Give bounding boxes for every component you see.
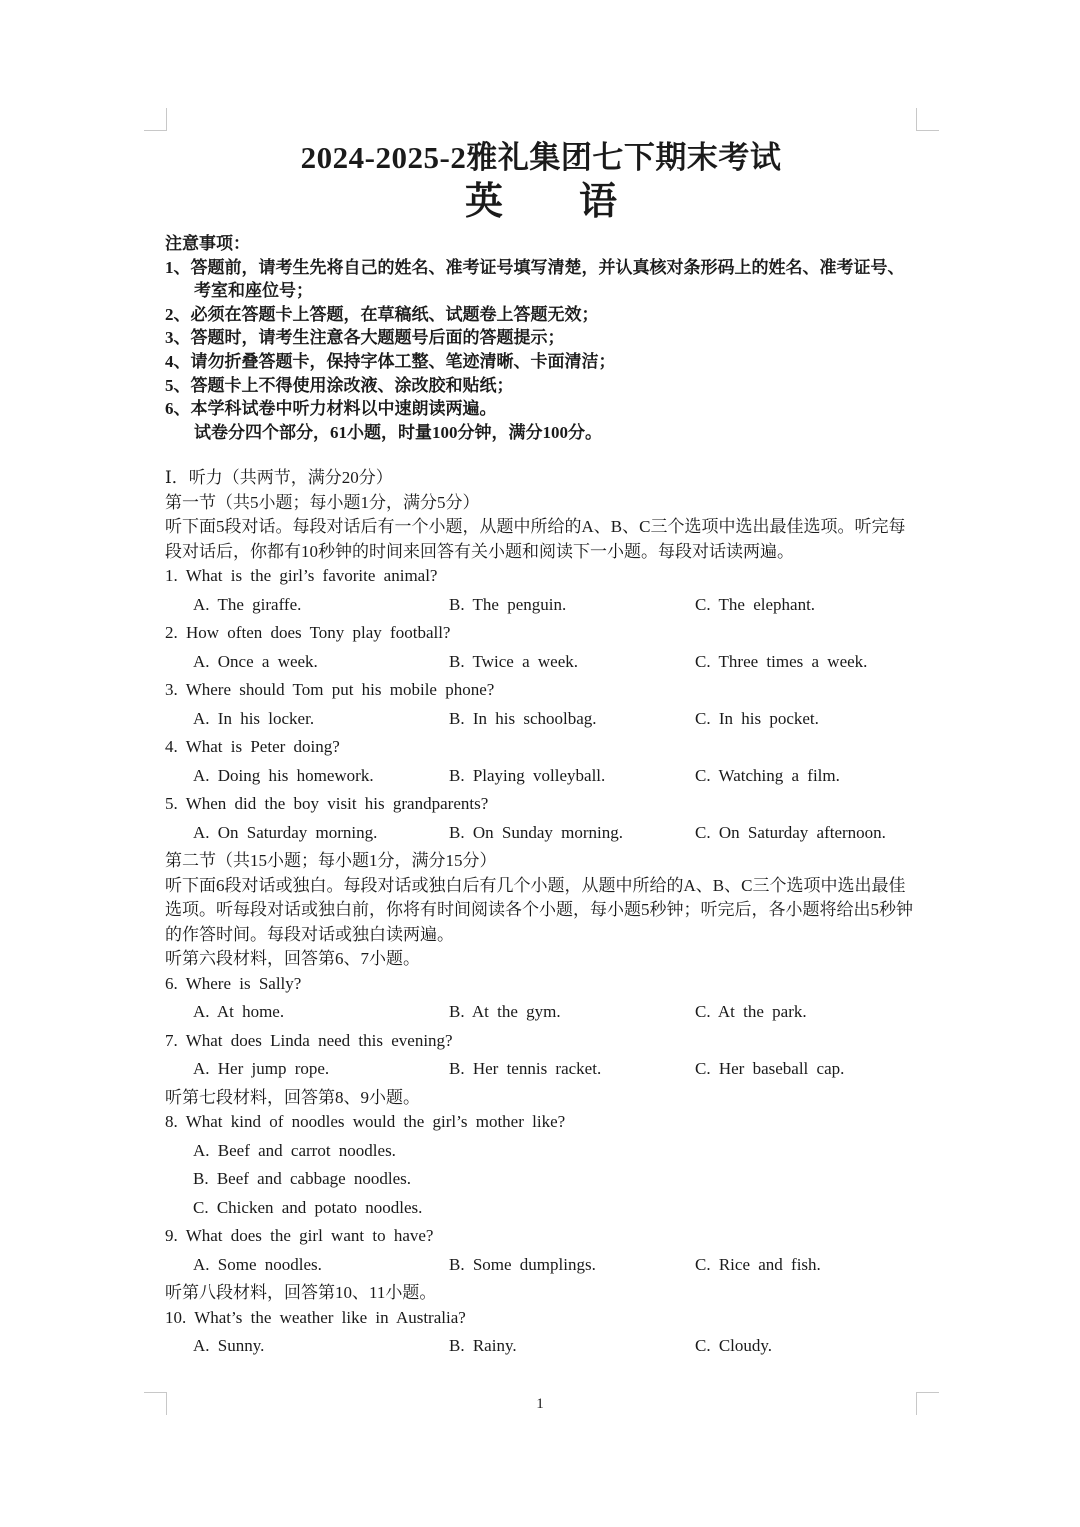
question-3-options (165, 707, 917, 732)
option-c: C. Her baseball cap. (695, 1059, 845, 1079)
notice-item-1: 1、答题前，请考生先将自己的姓名、准考证号填写清楚，并认真核对条形码上的姓名、准考证号、考室和座位号； (165, 257, 905, 301)
question-9: 9. What does the girl want to have? (165, 1226, 434, 1246)
material-6-note: 听第六段材料，回答第6、7小题。 (165, 949, 420, 969)
option-b: B. On Sunday morning. (449, 822, 623, 842)
option-c: C. At the park. (695, 1002, 807, 1022)
option-c: C. Three times a week. (695, 651, 868, 671)
option-b: B. The penguin. (449, 594, 567, 614)
question-9-options (165, 1253, 917, 1278)
section2-instruction: 听下面6段对话或独白。每段对话或独白后有几个小题，从题中所给的A、B、C三个选项中选出最佳选项。听每段对话或独白前，你将有时间阅读各个小题，每小题5秒钟；听完后，各小题将给出5秒钟的作答时间。每段对话或独白读两遍。 (165, 875, 913, 944)
option-a: A. On Saturday morning. (193, 822, 378, 842)
option-b: B. At the gym. (449, 1002, 561, 1022)
question-8: 8. What kind of noodles would the girl’s mother like? (165, 1112, 566, 1132)
option-b: B. Rainy. (449, 1336, 517, 1356)
section1-heading: 第一节（共5小题；每小题1分，满分5分） (165, 492, 480, 512)
option-a: A. Beef and carrot noodles. (193, 1140, 396, 1160)
material-7-note: 听第七段材料，回答第8、9小题。 (165, 1087, 420, 1107)
question-3: 3. Where should Tom put his mobile phone? (165, 680, 495, 700)
notice-item-6: 6、本学科试卷中听力材料以中速朗读两遍。 (165, 399, 497, 419)
notice-heading: 注意事项： (165, 234, 250, 253)
crop-mark-top-right (916, 108, 939, 131)
question-5: 5. When did the boy visit his grandparents? (165, 794, 489, 814)
option-a: A. In his locker. (193, 708, 315, 728)
notice-item-3: 3、答题时，请考生注意各大题题号后面的答题提示； (165, 328, 565, 348)
question-1: 1. What is the girl’s favorite animal? (165, 566, 438, 586)
notice-item-5: 5、答题卡上不得使用涂改液、涂改胶和贴纸； (165, 375, 514, 395)
question-5-options (165, 821, 917, 846)
option-a: A. Sunny. (193, 1336, 265, 1356)
option-b: B. Playing volleyball. (449, 765, 606, 785)
section1-instruction: 听下面5段对话。每段对话后有一个小题，从题中所给的A、B、C三个选项中选出最佳选项。听完每段对话后，你都有10秒钟的时间来回答有关小题和阅读下一小题。每段对话读两遍。 (165, 517, 906, 561)
option-b: B. Twice a week. (449, 651, 578, 671)
option-b: B. In his schoolbag. (449, 708, 597, 728)
crop-mark-top-left (144, 108, 167, 131)
part1-heading: Ⅰ．听力（共两节，满分20分） (165, 468, 393, 488)
material-8-note: 听第八段材料，回答第10、11小题。 (165, 1283, 437, 1303)
option-c: C. Cloudy. (695, 1336, 773, 1356)
notice-summary: 试卷分四个部分，61小题，时量100分钟，满分100分。 (194, 422, 602, 442)
question-10-options (165, 1334, 917, 1359)
question-10: 10. What’s the weather like in Australia? (165, 1307, 466, 1327)
option-a: A. The giraffe. (193, 594, 302, 614)
option-c: C. Chicken and potato noodles. (193, 1197, 423, 1217)
option-c: C. On Saturday afternoon. (695, 822, 886, 842)
option-a: A. Some noodles. (193, 1254, 322, 1274)
exam-page (165, 138, 917, 1363)
notice-block (165, 232, 917, 444)
notice-item-2: 2、必须在答题卡上答题，在草稿纸、试题卷上答题无效； (165, 304, 599, 324)
page-number: 1 (536, 1396, 544, 1412)
question-6-options (165, 1000, 917, 1025)
question-4-options (165, 764, 917, 789)
option-c: C. The elephant. (695, 594, 816, 614)
option-c: C. In his pocket. (695, 708, 819, 728)
section2-heading: 第二节（共15小题；每小题1分，满分15分） (165, 851, 497, 871)
question-7-options (165, 1057, 917, 1082)
question-2: 2. How often does Tony play football? (165, 623, 451, 643)
option-b: B. Her tennis racket. (449, 1059, 602, 1079)
option-b: B. Beef and cabbage noodles. (193, 1169, 412, 1189)
option-c: C. Rice and fish. (695, 1254, 821, 1274)
notice-item-4: 4、请勿折叠答题卡，保持字体工整、笔迹清晰、卡面清洁； (165, 351, 616, 371)
question-6: 6. Where is Sally? (165, 973, 302, 993)
option-b: B. Some dumplings. (449, 1254, 596, 1274)
option-a: A. Doing his homework. (193, 765, 374, 785)
question-4: 4. What is Peter doing? (165, 737, 340, 757)
option-a: A. Her jump rope. (193, 1059, 330, 1079)
exam-title: 2024-2025-2雅礼集团七下期末考试 (300, 140, 782, 175)
exam-subject: 英 语 (464, 181, 617, 223)
option-c: C. Watching a film. (695, 765, 840, 785)
option-a: A. At home. (193, 1002, 285, 1022)
question-7: 7. What does Linda need this evening? (165, 1030, 453, 1050)
option-a: A. Once a week. (193, 651, 318, 671)
listening-section (165, 466, 917, 1359)
question-1-options (165, 593, 917, 618)
question-2-options (165, 650, 917, 675)
